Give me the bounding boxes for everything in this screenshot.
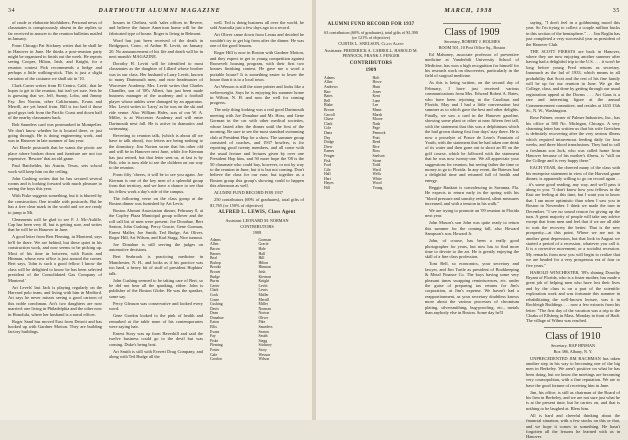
- left-running-title: DARTMOUTH ALUMNI MAGAZINE: [98, 8, 221, 14]
- contributor-name: Wesson: [258, 352, 271, 357]
- fund-record-stats: Assistant: LEONARD M. NORMAN: [225, 217, 289, 223]
- contributor-name: Irish: [258, 269, 266, 274]
- contributor-name: Hilton: [258, 260, 269, 265]
- paragraph: Ernest Story was up from Haverhill and said the twelve business could go to the devil but was coming. Duke's being host.: [109, 331, 203, 347]
- contributor-name: Hinman: [258, 265, 271, 270]
- contributor-name: Dean: [210, 311, 219, 316]
- contributor-name: Lane: [372, 98, 381, 103]
- paragraph: HAROLD WINCHESTER, '09's shining Dorothy Bryant of Florida, who is a foster mother, has made a great job of helping men who have lost their lives and by the class is on a part of the scientific exploration work and was fortunate this summer in rehabilitating the well-known lecture, was it in Rockleigh Buildings . . . now a few extracts from his letter: "The first day of the vacation was a trip to the Cloaks of Ellsberg in Mass. Monday in front of Hadi. The village of Wilms was reached.: [526, 269, 620, 324]
- class-1910-address: Box 386, Albany, N. Y.: [553, 349, 593, 355]
- paragraph: Art Smith is still with Everett Drug Company, and along with Ted Budge all the: [109, 348, 203, 360]
- paragraph: We are trying to promote an '09 reunion in Florida next year.: [425, 207, 519, 219]
- contributor-name: Kiernan: [258, 274, 271, 279]
- paragraph: John Cushing seemed to be taking care of Bert, so he did not hear all the speaking, either. John is publisher of the Boston Globe. He was the speaker, some say.: [109, 277, 203, 299]
- right-column-3: [526, 20, 620, 440]
- right-running-title: MARCH, 1938: [444, 8, 493, 14]
- contributor-name: Marsh: [372, 112, 383, 117]
- contributor-name: Ross: [372, 149, 380, 154]
- paragraph: From fifty 'cheers, it will be to see you again. Joe Kiernan is one of the key men of a splendid group from that territory, and we have a chance to see that his fellow work a day's ride of the campus.: [109, 172, 203, 194]
- paragraph: John, of course, has been a really good photographer for years, but now has to find more time to devote to the art. He is greatly enjoying the skill of a fine class profession.: [425, 238, 519, 260]
- contributor-name: Hall: [324, 172, 331, 177]
- paragraph: ALUMNI FUND RECORD FOR 1937: [214, 190, 284, 196]
- paragraph: Percy Gleason was conservative and looked every word.: [109, 300, 203, 312]
- contributor-name: Clark: [210, 288, 219, 293]
- paragraph: Ed Mahoney, associate professor of preventive medicine at Vanderbilt University School of Medicine, has won a high recognition for himself for his research work on discoveries, particularly in the field of surgical medicine.: [425, 51, 519, 79]
- right-column-2: [425, 20, 519, 414]
- left-page: [0, 0, 312, 420]
- contributor-name: Mann: [372, 107, 382, 112]
- contributor-name: Bacon: [210, 246, 220, 251]
- paragraph: UNPRECEDENTED JIM BACHMAN has taken another step in his way to becoming one of the big men in Berkeley. We aren't positive on what he has been doing, but we know the meetings are becoming very cosmopolitan, with a fine reputation. We are to have the good fortune of receiving him in June.: [526, 355, 620, 388]
- contributor-name: Ellis: [210, 325, 217, 330]
- paragraph: Art Levels' last Jack is playing regularly on the Harvard polo team, and living with him in Medford. Art says he never misses seeing a good cartoon of this noble conchman. Art's two daughters are now married: one living in Philadelphia and the other now in Honolulu, where her husband is a naval officer.: [8, 284, 102, 317]
- contributor-name: Davis: [210, 306, 219, 311]
- contributor-name: Gordon: [210, 357, 222, 362]
- paragraph: Roger Hill is now in Boston with Gardner Motion, and they expect to get to young competition against Roosevelt housing program, with their first two houses finishing contest. He gave me a word a portable house? It is something easier to lower the house than it is to a local town.: [210, 50, 304, 83]
- paragraph: From Chicago Pat Stickney writes that he shall be in Hanover in June. He thinks a post-reunion party might be organized to finish out the week. He reports seeing Cooper, Hilton, Irish, and Knight, for a reunion contest Pick recommends a hedge and perhaps a little walking-stick. This is just a slight variation of the costume we shall stir in '10.: [8, 43, 102, 81]
- contributor-name: Nash: [372, 121, 381, 126]
- contributor-name: Fiske: [210, 338, 219, 343]
- contributor-name: Budge: [210, 274, 220, 279]
- paragraph: Reverting to reunion talk, (which is about all we have to talk about), two letters are being nothing to the dormitory. Jim Norton wrote that his other old and will be in Hanover next June, while Joe Kiernan has just retired, but that letter sent us, at last is by Bob, who is now able to see the children on our way to the reunion.: [109, 132, 203, 171]
- paragraph: Word has just been received of the death in Bridgeport, Conn., of Arthur H. Levitt, on January 20. No announcement of his life and death will be in next month's MAGAZINE.: [109, 37, 203, 60]
- paragraph: John Cushing writes that he has secured several rooms and is looking forward with much pleasure to seeing the boys this year.: [8, 175, 102, 192]
- right-page: [316, 0, 628, 440]
- paragraph: The only thing looking was a real good Dartmouth meeting with Joe Donahue and Mr. Hoss, and Gene Gorman in the car with other medical societies, whose lasted after the dinner until the first of the morning. Be sure to see the most standard swimming club at President Hop for a show. The summer group consisted of coaches, and 1937 bowlers, is for reporting good twenty members, and all come with the usual lecture and lectures given by over one President Hop kins, and 50 more hope the '08 is the 50 classmate who could buy, however, or not by way to the reunion in June, but it is but not coming. Don't believe the class for our ease, but together as a Boston group this group's showing could to happen this afternoon as well.: [210, 107, 304, 189]
- paragraph: Tom Bell, so economics, your secretary and lawyer, and Jim Turtle as president of Bookkeeping & Metal Finance Co. The boys having some very pleasant times swapping reminiscences, etc. under the guise of preparing tax returns for Jim's corporation, at Jim's expense. We haven't had a reapportionment, as your secretary doubtless knows more about the various processes of chromium plating, silversmithing, bug-proofing, etc., metals than anybody else in Boston. Some day he'll: [425, 261, 519, 316]
- contributor-name: Beal: [210, 256, 217, 261]
- contributor-name: Blake: [324, 103, 333, 108]
- class-1909-address: ROOM 501, 10 Post Office Sq., Boston: [438, 45, 506, 51]
- contributor-name: Pratt: [372, 135, 380, 140]
- fund-record-heading: ALFRED L. LEWIS, Class Agent: [218, 209, 296, 215]
- contributor-name: Howe: [372, 80, 382, 85]
- contributor-name: Young: [372, 186, 383, 191]
- fund-record-heading: ALUMNI FUND RECORD FOR 1937: [327, 22, 415, 27]
- contributor-name: Gile: [324, 167, 331, 172]
- contributor-name: Fisk: [324, 158, 331, 163]
- contributor-name: Maller: [258, 292, 269, 297]
- contributor-name: Knight: [258, 279, 270, 284]
- contributor-name: Hill: [258, 256, 265, 261]
- contributor-name: Seaton: [258, 329, 269, 334]
- contributor-name: Jones: [372, 89, 381, 94]
- contributor-name: Miller: [258, 302, 268, 307]
- contributor-name: Wells: [372, 172, 382, 177]
- contributor-name: Donahue: [210, 315, 224, 320]
- contributor-name: Bell: [324, 98, 331, 103]
- class-agent: CURTIS L. SNELSON, Class Agent: [338, 41, 404, 47]
- contributor-name: Pike: [258, 320, 266, 325]
- contributor-name: Fay: [210, 334, 216, 339]
- paragraph: Roger Sand has moved East from Detroit and has hooked up with Gardner Motion. They are building factory buildings.: [8, 318, 102, 335]
- paragraph: Bob Saunders card was postmarked in Montpelier. We don't know whether he is located there, or just going through. He is doing engineering work, and was in Hanover in late summer of last year.: [8, 122, 102, 144]
- paragraph: Paul Batchelder, his Austin, Texas, sets school work will keep him on the ceiling.: [8, 163, 102, 174]
- paragraph: Dorothy H. Levitt will be identified to most classmates as the daughter of Lillard whose brother was in our class. Her husband a Larry Levitt, known to many Dartmouth men, and now headmaster of Worcester Academy. Mrs. Levitt writes that Charles Chandler, son of '08's Albert, has just been made business manager of the academy and a football player whose ankles were damaged by an apparatus. Mrs. Levitt writes to 'Larry' as he was on the ski and ride venue. Also William Hales, son of our W. A. Miller, is at Worcester Academy and will enter Dartmouth next fall. He is active in dramatics and swimming.: [109, 61, 203, 131]
- contributor-name: Allen: [210, 242, 219, 247]
- class-1909-secretary: Secretary, ROBERT J. HOLMES: [444, 39, 500, 44]
- contributor-name: Rice: [372, 144, 380, 149]
- contributor-name: Ford: [324, 163, 332, 168]
- contributor-name: Wood: [372, 181, 382, 186]
- contributor-name: Page: [372, 126, 380, 131]
- left-page-number: 34: [8, 8, 16, 14]
- contributor-name: Gracie: [258, 242, 269, 247]
- contributor-name: Pennock: [372, 130, 386, 135]
- paragraph: houses in Chelsea, with 'sales offices in Revere, and believe the future American home will be the fabricated type of house. Roger is living in Belmont.: [109, 20, 203, 36]
- contributor-name: Norton: [258, 311, 270, 316]
- class-1910-secretary: Secretary, HAP HINMAN: [550, 342, 596, 348]
- paragraph: Rose Palmer, owner of Palmer Industries, Inc., has his office at 580 No. Michigan, Chicago. A very charming letter has written us that his wife Gretchen is definitely recovering after the very serious illness which required intravenous feeding daily for four weeks, and three blood transfusions. They had to call a freshman son Jack, who was called home from Hanover because of his mother's illness, is "still on the College and is very happy there.": [526, 115, 620, 164]
- contributor-name: Cook: [210, 292, 219, 297]
- paragraph: Art Oliver came down from Leona and decided he wouldn't try to get big from after the dinner. He was one of the good lessons.: [210, 32, 304, 49]
- contributor-name: White: [372, 176, 382, 181]
- contributor-name: Cole: [324, 126, 332, 131]
- contributor-name: Brooks: [210, 265, 221, 270]
- left-column-2: [109, 20, 203, 414]
- contributor-name: Todd: [372, 163, 381, 168]
- paragraph: John Mason's son John was quite ready to return this summer for the coming fall, also Howard Sampson's son, Howard Jr.: [425, 220, 519, 237]
- contributor-name: Story: [258, 348, 267, 353]
- paragraph: Gene Gordon looked to the pink of health and remarked at the table none of his contemporaries were saying hair.: [109, 313, 203, 330]
- paragraph: Bert Seabrook is practicing medicine in Manchester, N. H., and looks as if his practice was too hard, a heavy bit of stuff of president Hopkins' talk.: [109, 254, 203, 276]
- contributor-name: Stone: [372, 158, 382, 163]
- contributor-name: Brown: [210, 269, 221, 274]
- section-rule: [443, 23, 501, 24]
- contributor-name: Adams: [210, 237, 221, 242]
- contributors-heading: CONTRIBUTORS: [349, 60, 393, 66]
- paragraph: THE SCOTT FIERSTS are back in Hanover, where they are now enjoying another summer after having had a delightful trip to the U.S. . . . it won't be long before young Fred returns as secretary. Inasmuch as the lad of 1933, which means in all probability that Scott and the rest of his fine family will be up for our reunion in June. We go the College, class, and done by getting through our usual registration appeal at the Dorms . . . Art Gaus is a rare and interesting figure at the annual Commencement committee, and resides at 1433 13th St., N. W., Washington.: [526, 48, 620, 114]
- right-column-1: [324, 20, 418, 414]
- fund-record-stats: 63 contributors (60% of graduates), total gifts of $1,390 (or 121% of objective): [324, 29, 418, 40]
- left-running-head: [8, 6, 304, 16]
- paragraph: saying, "I don't feel in a goldmining mood this year. So I'm trying to collect a couple million bucks in this section of the hemisphere." . . . Jim Roglin has just completed a very successful year as president of the Hanover Club.: [526, 20, 620, 47]
- contributor-name: Andrews: [324, 85, 338, 89]
- contributor-name: Gorman: [258, 237, 271, 242]
- paragraph: Art Wesson is still the store printer and looks like a welterweight. Says he is enjoying his summer home in Wilton, N. H. and now the well for coming progress.: [210, 84, 304, 106]
- contributor-name: Drew: [324, 144, 333, 149]
- contributor-name: Reed: [372, 140, 381, 145]
- paragraph: The following verse on the class group at the Boston dinner was furnished by Art Levis:: [109, 195, 203, 206]
- contributor-name: Lewis: [258, 288, 268, 293]
- contributor-name: Hall: [258, 251, 266, 256]
- contributor-name: Bishop: [210, 260, 221, 265]
- contributor-name: Allen: [324, 80, 333, 85]
- contributor-name: Crane: [210, 297, 220, 302]
- paragraph: All is hard and cheerful thinking about the financial situation, with a few stocks on this or that, and we hope it comes to something. He hasn't forgotten all the lessons he learned with us in Hanover.: [526, 412, 620, 440]
- contributor-name: Merrill: [258, 297, 270, 302]
- contributor-name: Carroll: [324, 112, 335, 117]
- contributor-name: Hayes: [324, 181, 334, 186]
- contributor-name: Barnes: [210, 251, 221, 256]
- contributor-name: Burns: [210, 279, 220, 284]
- contributor-name: Evans: [210, 329, 220, 334]
- contributor-name: Brown: [324, 107, 335, 112]
- contributor-name: Hale: [258, 246, 266, 251]
- paragraph: Art Eberle postcards that he wants the picnic are place where broken down and furniture are not too expensive. 'Beware' that an old game.: [8, 145, 102, 162]
- contributor-name: Lee: [372, 103, 379, 108]
- right-page-number: 35: [612, 8, 620, 14]
- contributor-name: Moore: [372, 117, 383, 122]
- paragraph: Jim, his office, is still as chairman of the Board of his firm in Berkeley, and we are not sure just what he is at the present time, but he carries on, and that is nothing to be laughed at. Bless him.: [526, 389, 620, 411]
- paragraph: Reggie Bankart is convalescing in Savanna, Fla. He expects to return early in the spring with his "blood pressure and sanctity reduced, silent measures increased, and with a tension in his walk.": [425, 184, 519, 206]
- class-1909-heading: Class of 1909: [444, 27, 500, 38]
- paragraph: Clark Carter writes from El Centro, Calif., that he hopes to get to the reunion, but isn't yet sure. Sets he is guessing that we, Jeff, Sunny, Lobo, and Jimmy Fay. Jim Norton, other Californians, Evans and Merrill, are yet heard from. Bill is too bad if those good guys trek from the Pacific Coast and down half of the nearby classmates back.: [8, 82, 102, 121]
- contributor-name: Bates: [324, 94, 333, 99]
- contributors-year: 1909: [365, 68, 377, 74]
- class-agent: CONTRIBUTORS: [240, 223, 274, 229]
- contributor-name: Eames: [324, 149, 335, 154]
- paragraph: Boston Alumni Association dinner, February 8, at the Copley Plaza Municipal group rollover and the roll call list of men were present: Joe Donahue, Bert Seaton, John Cushing, Percy Gracie, Gene Gorman, Ernest Maller, Joe Smith, Ted Budge, Art Oliver, Roger Hill, Art Wilson, and Karl Stagg. Nice turnout.: [109, 207, 203, 240]
- paragraph: Clemments will be glad to see F. J. Mc-Auliffe. Cap has been very ill, but is getting sure, and writes that he will be in Hanover in June.: [8, 216, 102, 233]
- contributor-name: Dodge: [324, 140, 335, 145]
- paragraph: Joe Donahue is still serving the judges on automotive decisions.: [109, 242, 203, 253]
- contributor-name: Adams: [324, 75, 335, 80]
- contributor-name: Ward: [372, 167, 381, 172]
- contributor-name: Hart: [324, 176, 331, 181]
- class-1910-heading: Class of 1910: [545, 330, 601, 342]
- contributor-name: Kent: [372, 94, 380, 99]
- paragraph: A good letter from Bert Fleming, in Montreal, says he'll be there. We are behind, but these quiet in his construction work, and now seems to be picking up. Most of his time in between, with Eustis and Hinman, whose new office is just around the corner. Bert says, 'John is such a good fellow I know the class will be delighted to know he has been selected president of the Consolidated Gas Company of Montreal.': [8, 234, 102, 283]
- contributor-name: Holt: [372, 75, 380, 80]
- paragraph: of crude or elaborate hitchhikers. Personal news of classmates is conspicuously absent in the replies so far received in answer to the reunion bulletins mailed in January.: [8, 20, 102, 42]
- paragraph: 250 contributors (69% of graduates), total gifts of $1,765 (or 150% of objective): [210, 197, 304, 208]
- contributor-name: Gale: [210, 352, 218, 357]
- class-agent-assistants: Assistants: FREDERICK A. CARROLL, HAROLD M. PENNOCK, FRANK J. FENGER: [324, 47, 418, 59]
- contributor-name: Stagg: [258, 338, 268, 343]
- contributor-name: Clark: [324, 121, 333, 126]
- contributor-name: Barr: [324, 89, 331, 94]
- contributor-name: Levitt: [258, 283, 268, 288]
- contributor-name: Stickney: [258, 343, 272, 348]
- contributor-name: Fleming: [210, 343, 223, 348]
- paragraph: With Fiske suggests something, but it is blurred by the construction. One trouble with postcards. But he has a free clear mark in the world and we are ready to jump to Mt.: [8, 193, 102, 215]
- contributor-name: Cushing: [210, 302, 223, 307]
- contributor-name: Chase: [324, 117, 334, 122]
- paragraph: well. Ted is doing business all over the world, he sold Australia just a few days ago in a record.: [210, 20, 304, 31]
- contributor-name: Wilson: [258, 357, 270, 362]
- contributor-name: Foster: [210, 348, 220, 353]
- left-column-1: [8, 20, 102, 414]
- contributor-name: Fenger: [324, 153, 335, 158]
- contributor-name: Day: [324, 135, 331, 140]
- section-rule: [544, 327, 602, 328]
- contributor-name: Snelson: [372, 153, 385, 158]
- contributor-name: Dana: [324, 130, 333, 135]
- contributor-name: Oliver: [258, 315, 269, 320]
- contributor-name: Norman: [258, 306, 271, 311]
- contributor-name: Carter: [210, 283, 220, 288]
- contributor-name: Hill: [324, 186, 330, 191]
- contributor-name: Hunt: [372, 85, 381, 89]
- contributor-name: Eaton: [210, 320, 219, 325]
- paragraph: EACH YEAR, the cheered many of the class with his enterprise statement in view of the Harvard game dinner, is apparently willing to go on record again . . . it's some good reading, any way, and we'll pass it along to you: "I don't know how you fellows in the East are feeling at this time, but I want you to know that I am more optimistic than when I saw you in Boston in November. I think we made the turn in December. "I see no sound reason for giving up the turn. A great majority of people will take any advice except that from men and feel that if we are all able to wait the recovery the better. That is the new prosperity—at this point. Where we are not in another great depression, but that look in August we started a period of a recession, whatever you call it. It is a corrective movement, or a socialist recession. My remarks from now you will begin to realize that we are headed for a very prosperous era of four or five years.": [526, 165, 620, 268]
- paragraph: As this is being written, on the second day of February, I have just received various communications from Mrs. Edward Robert A. Bates, who have been rejoining in the Carolinas and Florida. May and I had a little conversation last summer as to which gave the best and other delights. Finally, we saw a card in the Hanover gasoline, showing some plant or other at near fifteen feet tall, with the statement that this was a delphinium which the had grown during first four days' stay there. He is now a proselyte of Ponce de Leon's Fountain of Youth, with the statement that he had taken one drink of its water and then gone out to shoot an 85 on the golf course, which he followed with the statement that he was now twenty-one. We all appreciate your suggestions for reunion, but seeing father the time or money to go to Florida. In any event, the Bateses had a delightful time and returned full of health and energy.: [425, 80, 519, 183]
- left-column-3: [210, 20, 304, 414]
- class-agent-assistant: 1908: [252, 230, 262, 236]
- right-running-head: [324, 6, 620, 16]
- contributors-1908-list: [210, 238, 304, 362]
- contributor-name: Smith: [258, 334, 268, 339]
- contributors-1909-list: [324, 76, 418, 191]
- contributor-name: Saunders: [258, 325, 273, 330]
